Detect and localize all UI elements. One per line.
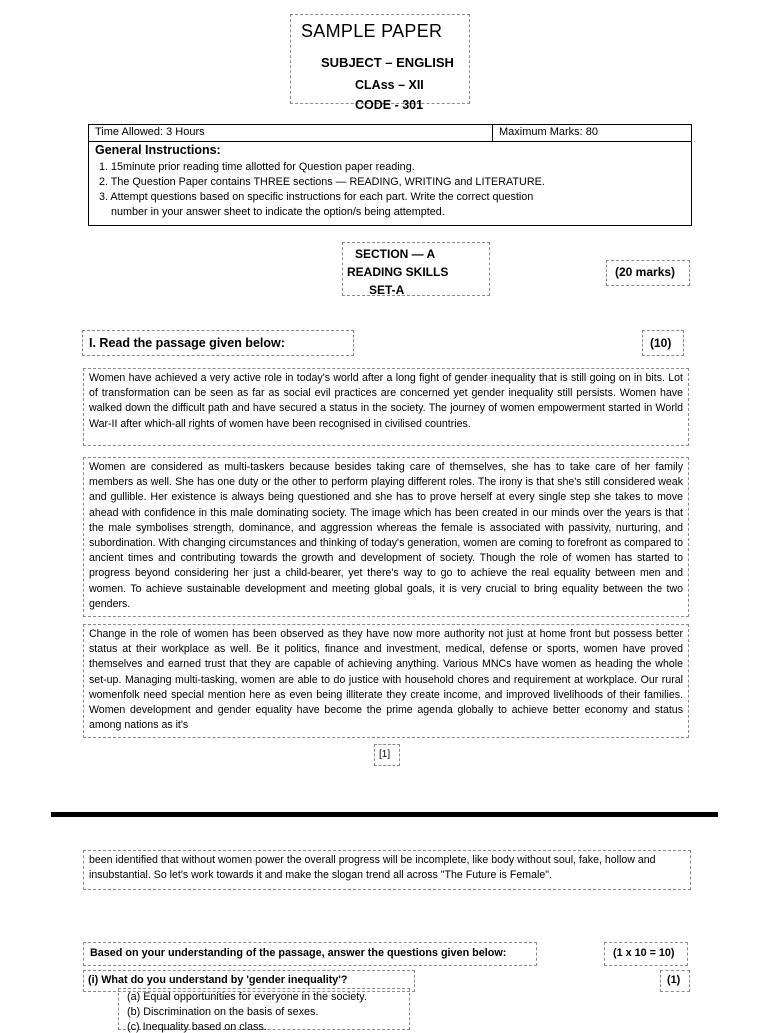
option-a: (a) Equal opportunities for everyone in the society. — [127, 991, 367, 1003]
paper-code: CODE - 301 — [355, 98, 424, 112]
instructions-title: General Instructions: — [95, 143, 221, 157]
passage-paragraph — [83, 368, 689, 446]
section-marks-text: (20 marks) — [615, 265, 676, 279]
question-1-text: (i) What do you understand by 'gender inequality'? — [88, 974, 348, 986]
answer-instruction-text: Based on your understanding of the passage, answer the questions given below: — [90, 947, 507, 959]
paper-header — [290, 14, 470, 112]
paragraph-text: been identified that without women power the overall progress will be incomplete, like body without soul, fake, hollow and insubstantial. So let's work towards it and make the slogan trend all across "The Future is Female". — [89, 854, 656, 882]
paragraph-text: Change in the role of women has been observed as they have now more authority not just at home front but possess better status at their workplace as well. Be it politics, finance and investment, medical, defense or sports, women have proved themselves and earned trust that they are capable of achieving anything. Various MNCs have women as heading the whole set-up. Managing multi-tasking, women are able to do justice with household chores and requirement at workplace. Our rural womenfolk need special mention here as even being illiterate they create income, and improved livelihoods of their families. Women development and gender equality have become the prime agenda globally to achieve better economy and status among nations as it's — [89, 628, 683, 732]
page-divider — [51, 812, 718, 817]
question-heading-text: I. Read the passage given below: — [89, 336, 285, 350]
general-instructions — [88, 141, 692, 226]
section-name: SECTION — A — [355, 247, 436, 261]
answer-marks-text: (1 x 10 = 10) — [613, 947, 675, 959]
question-marks — [642, 330, 684, 356]
option-b: (b) Discrimination on the basis of sexes. — [127, 1006, 319, 1018]
page-number-text: [1] — [379, 749, 391, 760]
maximum-marks: Maximum Marks: 80 — [499, 126, 599, 138]
question-1-marks-text: (1) — [667, 974, 681, 986]
answer-instruction — [83, 942, 537, 966]
answer-marks — [604, 942, 688, 966]
question-marks-text: (10) — [650, 336, 672, 350]
passage-continued — [83, 850, 691, 890]
section-marks — [606, 260, 690, 286]
passage-paragraph — [83, 624, 689, 738]
option-c: (c) Inequality based on class. — [127, 1021, 267, 1033]
page-number — [374, 744, 400, 766]
paper-class: CLAss – XII — [355, 78, 424, 92]
section-set: SET-A — [369, 283, 405, 297]
instruction-item: 3. Attempt questions based on specific instructions for each part. Write the correct question — [99, 191, 534, 203]
paragraph-text: Women have achieved a very active role in today's world after a long fight of gender inequality that is still going on in bits. Lot of transformation can be seen as far as social evil practices are concerned yet gender inequality still persists. Women have walked down the difficult path and have secured a status in the society. The journey of women empowerment started in World War-II after which-all rights of women have been recognised in civilised countries. — [89, 372, 683, 430]
section-header — [342, 242, 490, 296]
question-1-marks — [660, 970, 690, 992]
time-marks-bar — [88, 124, 692, 142]
instruction-item: number in your answer sheet to indicate the option/s being attempted. — [111, 206, 445, 218]
time-allowed: Time Allowed: 3 Hours — [95, 126, 205, 138]
section-subtitle: READING SKILLS — [347, 265, 449, 279]
bar-separator — [492, 125, 493, 141]
instruction-item: 2. The Question Paper contains THREE sections — READING, WRITING and LITERATURE. — [99, 176, 545, 188]
passage-paragraph — [83, 457, 689, 617]
question-heading — [82, 330, 354, 356]
paper-title: SAMPLE PAPER — [301, 21, 443, 41]
paragraph-text: Women are considered as multi-taskers because besides taking care of themselves, she has to take care of her family members as well. She has one duty or the other to perform playing different roles. The irony is that she's still considered weak and gullible. Her existence is always being questioned and she has to prove herself at every single step she takes to move ahead with confidence in this male dominating society. The image which has been created in our minds over the years is that the male symbolises strength, dominance, and aggression whereas the female is associated with passivity, nurturing, and subordination. With changing circumstances and thinking of today's generation, women are coming to forefront as compared to ancient times and contributing towards the growth and development of society. Though the role of women has started to progress beyond considering her just a child-bearer, yet there's way to go to achieve the real equality between men and women. To achieve sustainable development and meeting global goals, it is very crucial to bring equality between the two genders. — [89, 461, 683, 610]
instruction-item: 1. 15minute prior reading time allotted for Question paper reading. — [99, 161, 415, 173]
paper-subject: SUBJECT – ENGLISH — [321, 55, 454, 70]
